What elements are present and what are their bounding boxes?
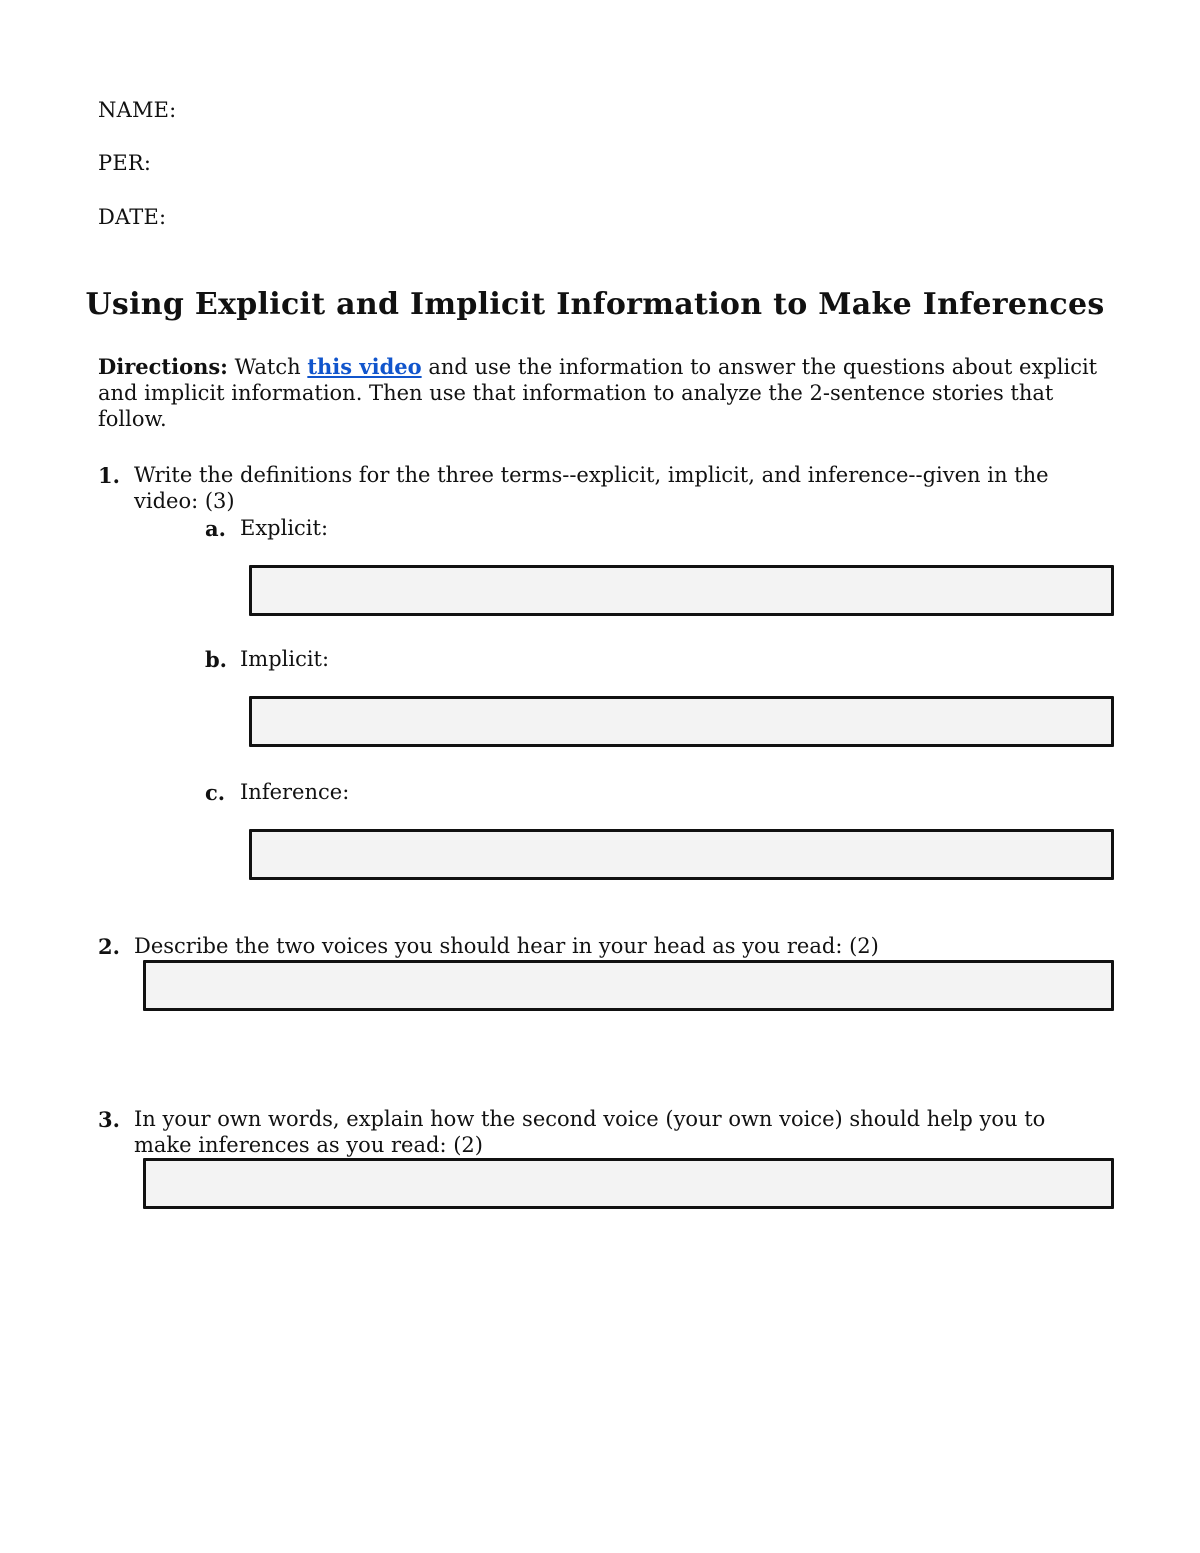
question-1a-label: Explicit: — [240, 516, 329, 540]
question-1b-label: Implicit: — [240, 647, 330, 671]
directions-text-before-link: Watch — [234, 355, 301, 379]
question-3-text: In your own words, explain how the second voice (your own voice) should help you to make inferences as you read: (2) — [134, 1107, 1046, 1157]
directions-paragraph — [98, 354, 1098, 432]
directions-text-after-link: and use the information to answer the questions about explicit and implicit information. Then use that information to analyze the 2-sentence stories that follow. — [98, 355, 1098, 431]
directions-label: Directions: — [98, 354, 228, 379]
inference-answer-field[interactable] — [249, 829, 1114, 880]
name-label: NAME: — [98, 98, 177, 122]
question-1-text: Write the definitions for the three terms--explicit, implicit, and inference--given in the video: (3) — [134, 463, 1049, 513]
question-3-number: 3. — [98, 1107, 120, 1132]
period-label: PER: — [98, 151, 152, 175]
video-link[interactable]: this video — [307, 354, 422, 379]
implicit-answer-field[interactable] — [249, 696, 1114, 747]
question-2-text: Describe the two voices you should hear in your head as you read: (2) — [134, 934, 879, 958]
question-1a-letter: a. — [205, 516, 226, 541]
question-1c-label: Inference: — [240, 780, 350, 804]
second-voice-answer-field[interactable] — [143, 1158, 1114, 1209]
date-label: DATE: — [98, 205, 167, 229]
question-2-number: 2. — [98, 934, 120, 959]
two-voices-answer-field[interactable] — [143, 960, 1114, 1011]
question-1-number: 1. — [98, 463, 120, 488]
question-1b-letter: b. — [205, 647, 227, 672]
page-title: Using Explicit and Implicit Information to Make Inferences — [85, 287, 1105, 322]
question-1c-letter: c. — [205, 780, 226, 805]
explicit-answer-field[interactable] — [249, 565, 1114, 616]
